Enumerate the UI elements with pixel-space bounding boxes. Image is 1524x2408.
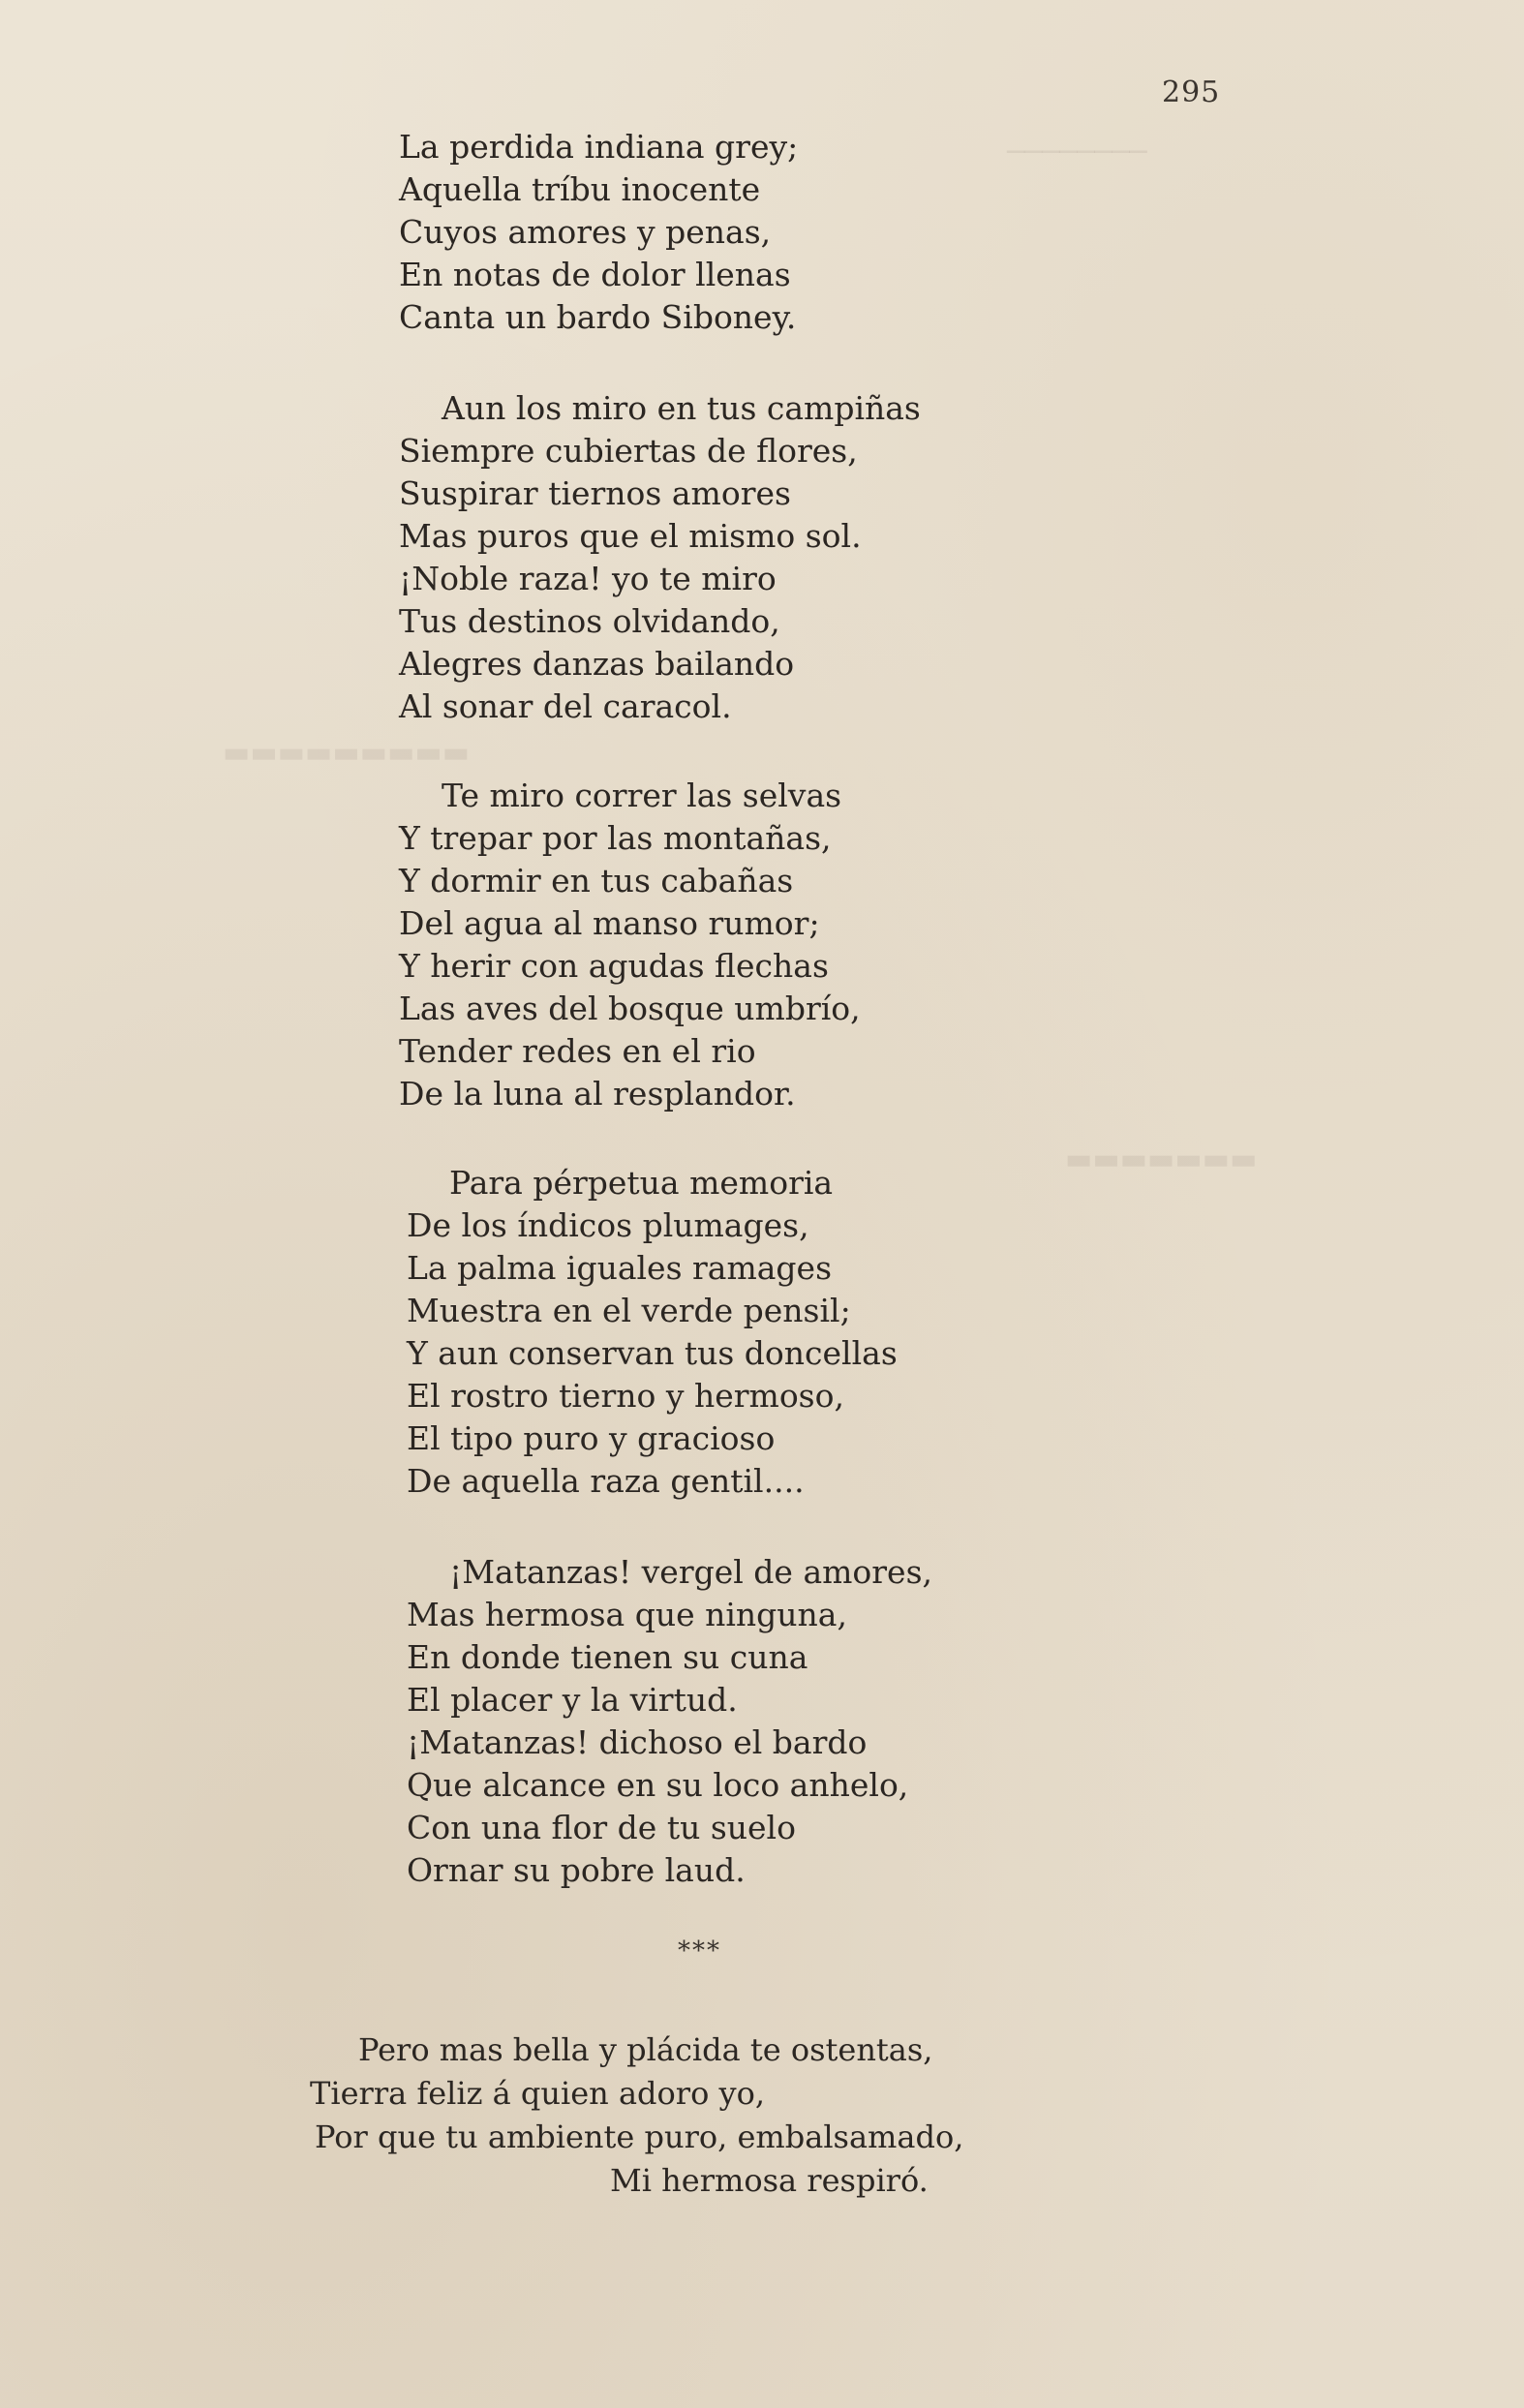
verse-line: Canta un bardo Siboney. (399, 298, 797, 336)
verse-line: Del agua al manso rumor; (399, 904, 820, 942)
verse-line: Alegres danzas bailando (399, 645, 795, 683)
verse-line: Que alcance en su loco anhelo, (407, 1766, 909, 1804)
section-separator: *** (678, 1936, 721, 1966)
closing-stanza (310, 2028, 963, 2203)
verse-line: En donde tienen su cuna (407, 1638, 808, 1676)
verse-line: Suspirar tiernos amores (399, 474, 791, 512)
verse-line: La palma iguales ramages (407, 1249, 833, 1287)
verse-line: Tus destinos olvidando, (399, 602, 780, 640)
show-through-texture: ▬▬▬▬▬▬▬▬▬ (223, 736, 471, 770)
verse-line: En notas de dolor llenas (399, 256, 791, 293)
verse-line: De los índicos plumages, (407, 1206, 809, 1244)
verse-line: Con una flor de tu suelo (407, 1809, 796, 1846)
verse-line: Para pérpetua memoria (449, 1164, 834, 1202)
verse-line: Pero mas bella y plácida te ostentas, (358, 2031, 933, 2068)
stanza (407, 1162, 898, 1503)
verse-line: Por que tu ambiente puro, embalsamado, (315, 2118, 964, 2155)
verse-line: Ornar su pobre laud. (407, 1851, 746, 1889)
verse-line: Muestra en el verde pensil; (407, 1292, 851, 1329)
stanza (399, 126, 798, 339)
verse-line: Y aun conservan tus doncellas (407, 1334, 898, 1372)
verse-line: Y trepar por las montañas, (399, 819, 832, 857)
verse-line: Mas hermosa que ninguna, (407, 1596, 847, 1633)
show-through-texture: ──────── (1007, 136, 1147, 169)
verse-line: De la luna al resplandor. (399, 1075, 796, 1113)
verse-line: Y herir con agudas flechas (399, 947, 829, 985)
verse-line: Siempre cubiertas de flores, (399, 432, 858, 470)
verse-line: El rostro tierno y hermoso, (407, 1377, 844, 1415)
verse-line: Mi hermosa respiró. (610, 2162, 929, 2199)
verse-line: Aquella tríbu inocente (399, 170, 761, 208)
verse-line: Las aves del bosque umbrío, (399, 990, 861, 1027)
verse-line: De aquella raza gentil.... (407, 1462, 805, 1500)
verse-line: Mas puros que el mismo sol. (399, 517, 862, 555)
verse-line: El tipo puro y gracioso (407, 1419, 776, 1457)
stanza (399, 387, 921, 728)
show-through-texture: ▬▬▬▬▬▬▬ (1065, 1143, 1258, 1176)
verse-line: Y dormir en tus cabañas (399, 862, 794, 899)
verse-line: Te miro correr las selvas (442, 777, 842, 814)
verse-line: La perdida indiana grey; (399, 128, 799, 166)
verse-line: ¡Noble raza! yo te miro (399, 560, 777, 597)
stanza (399, 775, 861, 1115)
verse-line: ¡Matanzas! dichoso el bardo (407, 1723, 868, 1761)
stanza (407, 1551, 932, 1892)
verse-line: Aun los miro en tus campiñas (442, 389, 921, 427)
verse-line: Tierra feliz á quien adoro yo, (310, 2075, 766, 2112)
verse-line: Cuyos amores y penas, (399, 213, 772, 251)
verse-line: Al sonar del caracol. (399, 687, 732, 725)
verse-line: Tender redes en el rio (399, 1032, 756, 1070)
verse-line: ¡Matanzas! vergel de amores, (449, 1553, 933, 1591)
verse-line: El placer y la virtud. (407, 1681, 738, 1719)
page-number: 295 (1162, 76, 1221, 109)
